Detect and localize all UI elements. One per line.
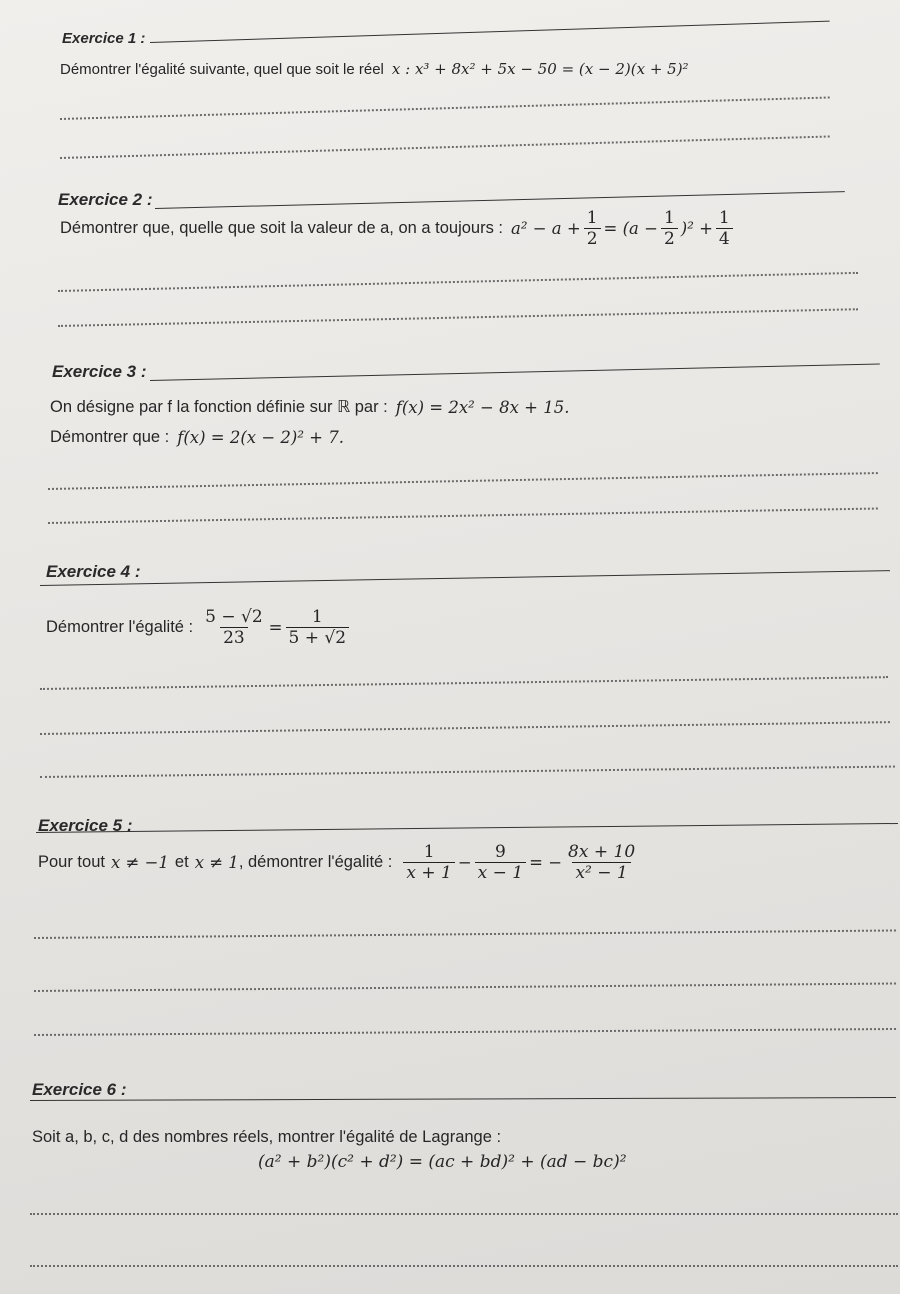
exercise-2-title: Exercice 2 :	[58, 190, 153, 209]
exercise-3-statement-1	[50, 397, 569, 417]
exercise-2-text: Démontrer que, quelle que soit la valeur de a, on a toujours :	[60, 219, 504, 237]
exercise-5-text-1: Pour tout	[38, 853, 105, 871]
answer-line	[48, 472, 878, 490]
answer-line	[60, 136, 830, 159]
answer-line	[58, 308, 858, 327]
exercise-3-statement-2	[50, 428, 344, 447]
fraction: $\frac{1}{4}$	[716, 208, 733, 249]
equals: = −	[529, 853, 563, 872]
exercise-6-title: Exercice 6 :	[32, 1080, 127, 1099]
answer-line	[34, 1028, 896, 1036]
exercise-4-rule	[40, 570, 890, 586]
exercise-5-rule	[36, 823, 898, 833]
answer-line	[30, 1213, 898, 1215]
mid: = (a −	[603, 219, 658, 238]
exercise-5-text-2: et	[174, 853, 189, 871]
fraction: $\frac{1}{2}$	[584, 208, 601, 249]
answer-line	[34, 929, 896, 939]
exercise-5-cond-1: x ≠ −1	[110, 853, 169, 872]
exercise-3-text-1: On désigne par f la fonction définie sur ℝ par :	[50, 398, 388, 416]
answer-line	[60, 97, 830, 120]
exercise-3-equation-2: f(x) = 2(x − 2)² + 7.	[177, 428, 344, 447]
exercise-3-title: Exercice 3 :	[52, 362, 147, 381]
exercise-6-rule	[30, 1097, 896, 1101]
answer-line	[48, 508, 878, 524]
exercise-6-equation-row	[258, 1152, 627, 1172]
answer-line	[30, 1265, 898, 1267]
exercise-5-text-3: , démontrer l'égalité :	[238, 853, 393, 871]
exercise-1-statement	[60, 60, 689, 78]
fraction: $\frac{8x + 10}{\text{x² − 1}}$	[568, 842, 636, 883]
lhs: a² − a +	[511, 219, 581, 238]
exercise-3-equation-1: f(x) = 2x² − 8x + 15.	[395, 397, 570, 417]
fraction: $\frac{5 - √2}{23}$	[205, 607, 263, 648]
answer-line	[40, 721, 890, 735]
answer-line	[40, 766, 895, 778]
exercise-4-title: Exercice 4 :	[46, 562, 141, 581]
exercise-1-equation: x : x³ + 8x² + 5x − 50 = (x − 2)(x + 5)²	[391, 60, 689, 78]
exercise-3-text-2: Démontrer que :	[50, 428, 170, 446]
exercise-3-rule	[150, 363, 880, 381]
answer-line	[34, 982, 896, 992]
exercise-4-text: Démontrer l'égalité :	[46, 618, 194, 636]
equals: =	[268, 618, 283, 637]
exercise-5-equation	[400, 842, 641, 883]
exercise-5-title: Exercice 5 :	[38, 816, 133, 835]
exercise-5-cond-2: x ≠ 1	[194, 853, 239, 872]
exercise-6-text: Soit a, b, c, d des nombres réels, montrer l'égalité de Lagrange :	[32, 1128, 502, 1146]
exercise-6-statement	[32, 1128, 501, 1147]
exercise-5-statement	[38, 842, 641, 883]
fraction: $\frac{9}{x - 1}$	[475, 842, 526, 883]
exercise-2-equation	[511, 208, 736, 249]
answer-line	[40, 676, 888, 690]
exercise-1-rule	[150, 21, 830, 43]
exercise-1-title: Exercice 1 :	[62, 30, 146, 47]
answer-line	[58, 272, 858, 292]
exercise-1-text: Démontrer l'égalité suivante, quel que soit le réel	[60, 60, 384, 78]
exercise-4-statement	[46, 607, 352, 648]
fraction: $\frac{1}{2}$	[661, 208, 678, 249]
exercise-2-rule	[155, 191, 845, 209]
fraction: $\frac{1}{5 + √2}$	[286, 607, 350, 648]
square: )² +	[680, 219, 713, 238]
exercise-4-equation	[199, 607, 352, 648]
fraction: $\frac{1}{x + 1}$	[403, 842, 454, 883]
exercise-6-equation: (a² + b²)(c² + d²) = (ac + bd)² + (ad − bc)²	[258, 1152, 627, 1172]
minus: −	[457, 853, 472, 872]
exercise-2-statement	[60, 208, 736, 249]
